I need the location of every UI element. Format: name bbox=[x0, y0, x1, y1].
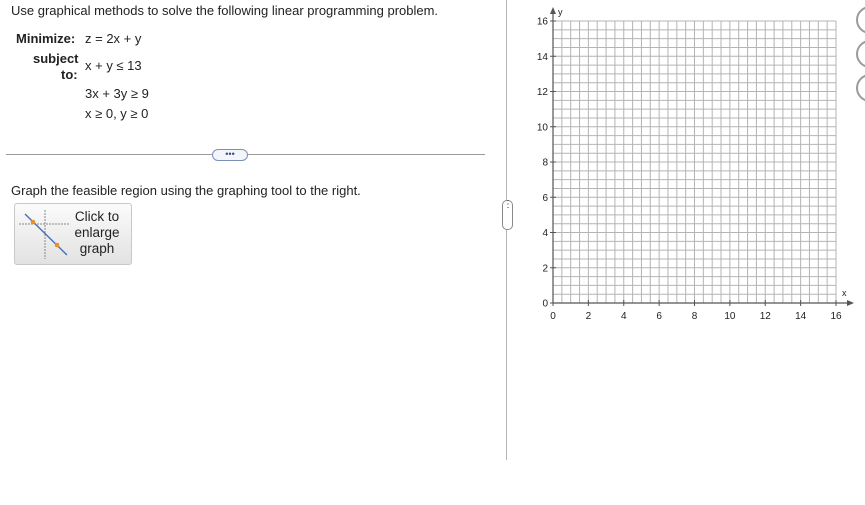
graph-instruction: Graph the feasible region using the graphing tool to the right. bbox=[11, 183, 361, 198]
enlarge-line-1: Click to bbox=[74, 209, 120, 224]
x-tick-label: 6 bbox=[656, 311, 662, 322]
enlarge-line-3: graph bbox=[79, 241, 115, 256]
y-tick-label: 4 bbox=[542, 228, 548, 239]
objective-function: z = 2x + y bbox=[85, 31, 142, 46]
y-axis-arrow bbox=[550, 7, 556, 14]
graph-thumbnail-icon bbox=[17, 207, 71, 261]
enlarge-graph-label bbox=[71, 209, 123, 257]
x-tick-label: 4 bbox=[620, 311, 627, 322]
panel-splitter bbox=[506, 0, 507, 460]
x-axis-label: x bbox=[842, 288, 847, 298]
x-tick-label: 16 bbox=[830, 311, 842, 322]
constraint-2: 3x + 3y ≥ 9 bbox=[85, 86, 149, 101]
x-tick-label: 10 bbox=[724, 311, 736, 322]
x-tick-label: 2 bbox=[585, 311, 592, 322]
constraint-3: x ≥ 0, y ≥ 0 bbox=[85, 106, 149, 121]
x-tick-label: 12 bbox=[759, 311, 771, 322]
subject-label: subject bbox=[33, 51, 79, 66]
x-tick-label: 0 bbox=[550, 311, 556, 322]
minimize-label: Minimize: bbox=[16, 31, 76, 46]
y-axis-label: y bbox=[558, 7, 563, 17]
y-tick-label: 12 bbox=[536, 87, 548, 98]
problem-intro: Use graphical methods to solve the following linear programming problem. bbox=[11, 3, 439, 18]
enlarge-graph-button[interactable] bbox=[14, 203, 132, 265]
splitter-handle[interactable]: ⋮ bbox=[502, 200, 513, 230]
more-options-button[interactable]: ••• bbox=[212, 149, 248, 161]
x-tick-label: 8 bbox=[691, 311, 698, 322]
y-tick-label: 8 bbox=[542, 157, 548, 169]
enlarge-line-2: enlarge bbox=[74, 225, 120, 240]
coordinate-graph[interactable] bbox=[512, 0, 862, 330]
to-label: to: bbox=[61, 67, 78, 82]
x-tick-label: 14 bbox=[795, 311, 807, 322]
x-axis-arrow bbox=[847, 300, 854, 306]
y-tick-label: 6 bbox=[542, 192, 548, 204]
y-tick-label: 0 bbox=[542, 298, 548, 310]
y-tick-label: 10 bbox=[536, 122, 548, 134]
y-tick-label: 2 bbox=[542, 263, 548, 275]
constraint-1: x + y ≤ 13 bbox=[85, 58, 142, 73]
y-tick-label: 14 bbox=[536, 51, 548, 63]
y-tick-label: 16 bbox=[536, 16, 548, 28]
